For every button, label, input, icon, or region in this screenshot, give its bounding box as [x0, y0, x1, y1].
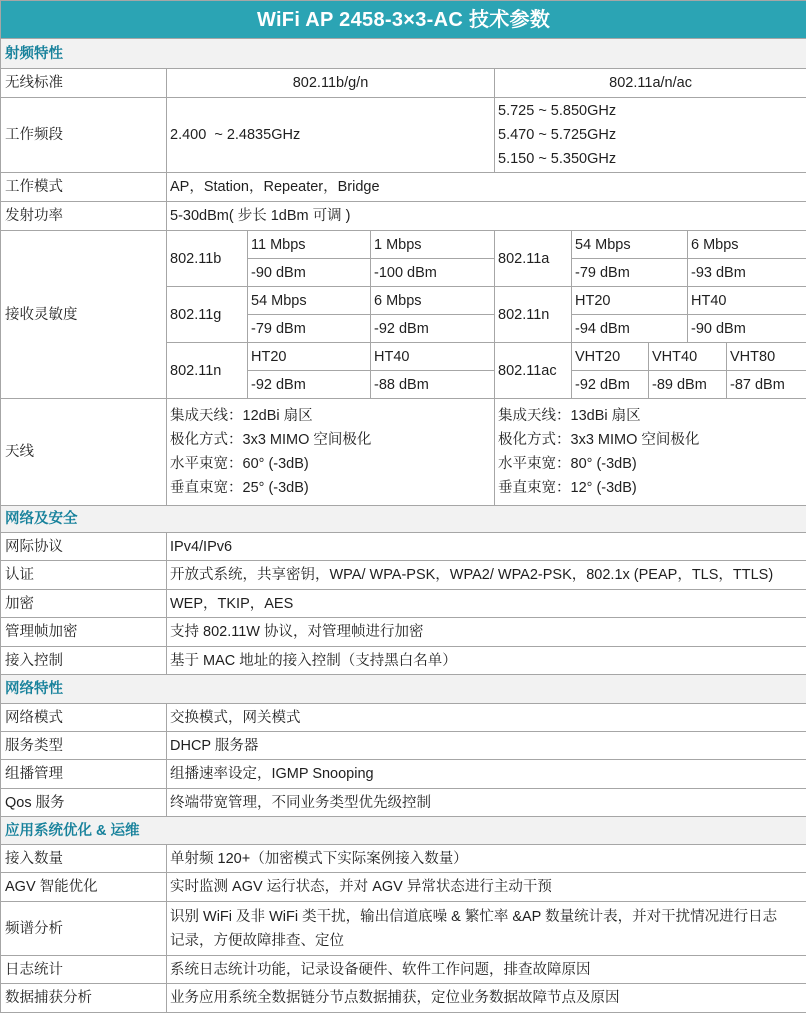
frequency-5g-values	[495, 98, 806, 173]
antenna-spec-line: 水平束宽：80° (-3dB)	[498, 456, 637, 472]
title-row	[1, 1, 806, 39]
sensitivity-level: -93 dBm	[688, 259, 806, 287]
page-title: WiFi AP 2458-3×3-AC 技术参数	[1, 1, 806, 39]
spec-row-encryption	[1, 590, 806, 618]
row-label: 无线标准	[1, 69, 167, 98]
sensitivity-rate: VHT20	[572, 343, 649, 371]
spec-value-line: 识别 WiFi 及非 WiFi 类干扰，输出信道底噪 & 繁忙率 &AP 数量统计表，并对干扰情况进行日志	[170, 908, 778, 925]
spec-row-service-type	[1, 732, 806, 760]
sensitivity-rate: HT40	[688, 287, 806, 315]
antenna-spec-line: 垂直束宽：12° (-3dB)	[498, 480, 637, 496]
row-label: 接入数量	[1, 845, 167, 873]
spec-value: 组播速率设定，IGMP Snooping	[167, 760, 806, 789]
spec-value: DHCP 服务器	[167, 732, 806, 760]
row-label: 工作频段	[1, 98, 167, 173]
row-label: 工作模式	[1, 173, 167, 202]
section-title: 应用系统优化 & 运维	[1, 817, 806, 845]
sensitivity-level: -89 dBm	[649, 371, 727, 399]
spec-value: AP，Station，Repeater，Bridge	[167, 173, 806, 202]
row-label: 频谱分析	[1, 902, 167, 956]
spec-value: 终端带宽管理，不同业务类型优先级控制	[167, 789, 806, 817]
sensitivity-standard: 802.11n	[167, 343, 248, 399]
antenna-spec-line: 极化方式：3x3 MIMO 空间极化	[498, 432, 700, 448]
sensitivity-rate: 54 Mbps	[572, 231, 688, 259]
sensitivity-standard: 802.11a	[495, 231, 572, 287]
sensitivity-rate: HT20	[248, 343, 371, 371]
spec-value: IPv4/IPv6	[167, 533, 806, 561]
spec-value: 交换模式，网关模式	[167, 704, 806, 732]
sensitivity-level: -100 dBm	[371, 259, 495, 287]
frequency-5g-range: 5.725 ~ 5.850GHz	[498, 103, 617, 119]
row-label: Qos 服务	[1, 789, 167, 817]
sensitivity-standard: 802.11g	[167, 287, 248, 343]
spec-row-access-count	[1, 845, 806, 873]
sensitivity-level: -79 dBm	[248, 315, 371, 343]
sensitivity-rate: 1 Mbps	[371, 231, 495, 259]
spec-row-spectrum-analysis	[1, 902, 806, 956]
row-label: 加密	[1, 590, 167, 618]
spec-value: 实时监测 AGV 运行状态，并对 AGV 异常状态进行主动干预	[167, 873, 806, 902]
section-header-security	[1, 506, 806, 533]
spec-row-data-capture	[1, 984, 806, 1013]
row-label: 网际协议	[1, 533, 167, 561]
row-label: 认证	[1, 561, 167, 590]
section-title: 网络特性	[1, 675, 806, 704]
section-header-rf	[1, 39, 806, 69]
standard-2g-value: 802.11b/g/n	[167, 69, 495, 98]
antenna-spec-line: 水平束宽：60° (-3dB)	[170, 456, 309, 472]
row-label: 网络模式	[1, 704, 167, 732]
sensitivity-rate: 54 Mbps	[248, 287, 371, 315]
spec-row-qos	[1, 789, 806, 817]
spec-value	[167, 902, 806, 956]
standard-5g-value: 802.11a/n/ac	[495, 69, 806, 98]
antenna-spec-line: 极化方式：3x3 MIMO 空间极化	[170, 432, 372, 448]
antenna-2g-specs	[167, 399, 495, 506]
sensitivity-level: -90 dBm	[688, 315, 806, 343]
sensitivity-level: -88 dBm	[371, 371, 495, 399]
spec-row-ip-protocol	[1, 533, 806, 561]
spec-row-management-frame-encryption	[1, 618, 806, 647]
sensitivity-rate: VHT40	[649, 343, 727, 371]
spec-row-wireless-standard	[1, 69, 806, 98]
spec-value: 5-30dBm( 步长 1dBm 可调 )	[167, 202, 806, 231]
sensitivity-rate: HT20	[572, 287, 688, 315]
sensitivity-row	[1, 231, 806, 259]
section-title: 网络及安全	[1, 506, 806, 533]
sensitivity-level: -90 dBm	[248, 259, 371, 287]
sensitivity-level: -79 dBm	[572, 259, 688, 287]
spec-row-tx-power	[1, 202, 806, 231]
sensitivity-rate: 11 Mbps	[248, 231, 371, 259]
spec-value: 支持 802.11W 协议，对管理帧进行加密	[167, 618, 806, 647]
section-title: 射频特性	[1, 39, 806, 69]
row-label: 组播管理	[1, 760, 167, 789]
spec-row-network-mode	[1, 704, 806, 732]
row-label: 日志统计	[1, 956, 167, 984]
spec-row-authentication	[1, 561, 806, 590]
row-label: 管理帧加密	[1, 618, 167, 647]
spec-row-work-mode	[1, 173, 806, 202]
row-label: AGV 智能优化	[1, 873, 167, 902]
sensitivity-standard: 802.11n	[495, 287, 572, 343]
row-label: 数据捕获分析	[1, 984, 167, 1013]
sensitivity-standard: 802.11ac	[495, 343, 572, 399]
sensitivity-rate: 6 Mbps	[371, 287, 495, 315]
spec-row-agv-optimization	[1, 873, 806, 902]
sensitivity-rate: HT40	[371, 343, 495, 371]
row-label: 发射功率	[1, 202, 167, 231]
spec-value: 开放式系统，共享密钥，WPA/ WPA-PSK，WPA2/ WPA2-PSK，802.1x (PEAP，TLS，TTLS)	[167, 561, 806, 590]
sensitivity-rate: VHT80	[727, 343, 806, 371]
sensitivity-rate: 6 Mbps	[688, 231, 806, 259]
row-label: 服务类型	[1, 732, 167, 760]
spec-value: 基于 MAC 地址的接入控制（支持黑白名单）	[167, 647, 806, 675]
frequency-2g-value: 2.400 ~ 2.4835GHz	[167, 98, 495, 173]
spec-row-multicast	[1, 760, 806, 789]
section-header-ops	[1, 817, 806, 845]
row-label: 接收灵敏度	[1, 231, 167, 399]
sensitivity-level: -92 dBm	[371, 315, 495, 343]
sensitivity-level: -94 dBm	[572, 315, 688, 343]
spec-value: 单射频 120+（加密模式下实际案例接入数量）	[167, 845, 806, 873]
antenna-spec-line: 集成天线：12dBi 扇区	[170, 408, 313, 424]
row-label: 天线	[1, 399, 167, 506]
antenna-5g-specs	[495, 399, 806, 506]
sensitivity-level: -92 dBm	[572, 371, 649, 399]
frequency-5g-range: 5.150 ~ 5.350GHz	[498, 151, 617, 167]
antenna-spec-line: 集成天线：13dBi 扇区	[498, 408, 641, 424]
frequency-5g-range: 5.470 ~ 5.725GHz	[498, 127, 617, 143]
row-label: 接入控制	[1, 647, 167, 675]
sensitivity-level: -92 dBm	[248, 371, 371, 399]
spec-value: 业务应用系统全数据链分节点数据捕获，定位业务数据故障节点及原因	[167, 984, 806, 1013]
section-header-network	[1, 675, 806, 704]
spec-row-log-statistics	[1, 956, 806, 984]
spec-row-access-control	[1, 647, 806, 675]
spec-row-antenna	[1, 399, 806, 506]
sensitivity-standard: 802.11b	[167, 231, 248, 287]
spec-value-line: 记录，方便故障排查、定位	[170, 932, 344, 949]
spec-value: 系统日志统计功能，记录设备硬件、软件工作问题，排查故障原因	[167, 956, 806, 984]
spec-value: WEP，TKIP，AES	[167, 590, 806, 618]
sensitivity-level: -87 dBm	[727, 371, 806, 399]
antenna-spec-line: 垂直束宽：25° (-3dB)	[170, 480, 309, 496]
spec-row-frequency	[1, 98, 806, 173]
